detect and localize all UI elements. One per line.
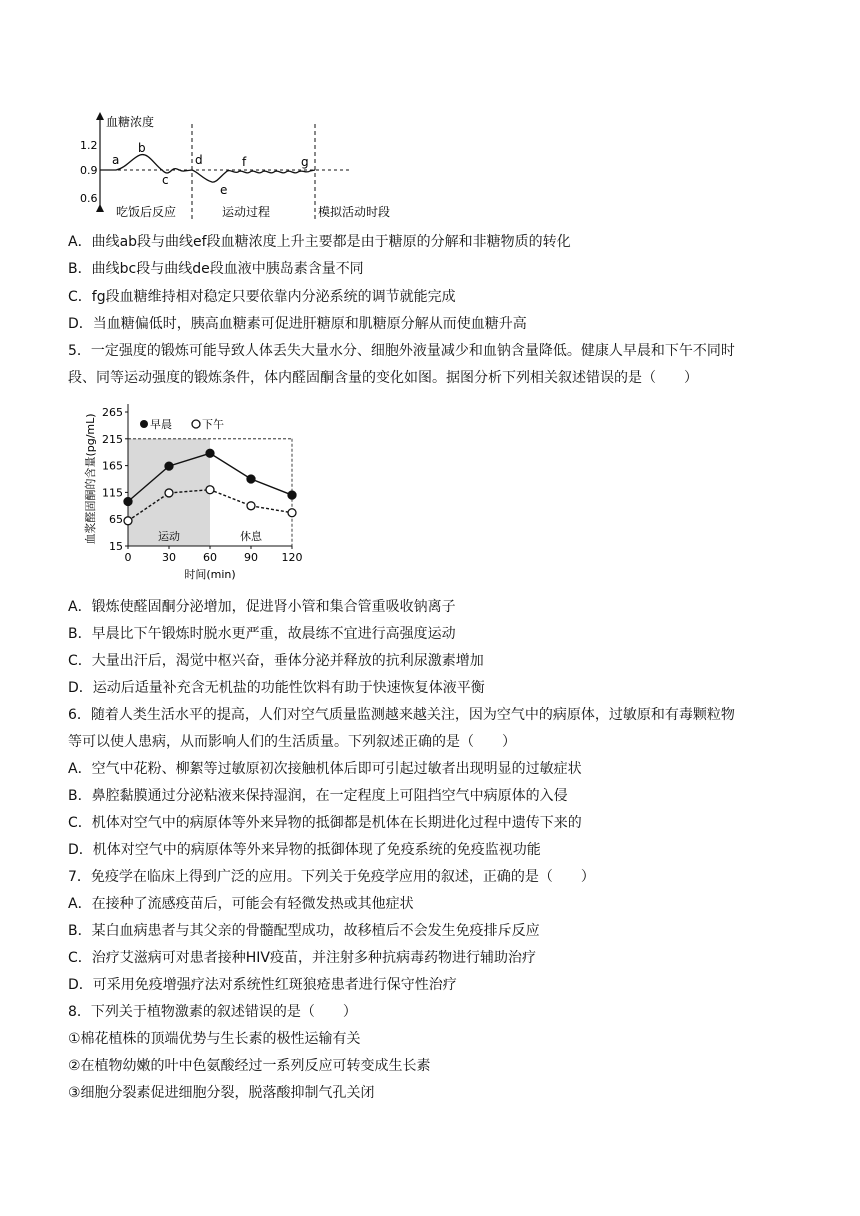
point-label-e: e (220, 183, 228, 197)
segment-label: 运动过程 (222, 205, 271, 219)
point-label-c: c (162, 173, 169, 187)
legend-marker-afternoon (192, 420, 200, 428)
data-point-morning (247, 475, 255, 483)
data-point-morning (288, 491, 296, 499)
x-tick-label: 120 (281, 551, 303, 564)
point-label-b: b (138, 141, 146, 155)
region-label-rest: 休息 (240, 530, 262, 543)
q4-option-b: B．曲线bc段与曲线de段血液中胰岛素含量不同 (68, 261, 364, 277)
q5-stem-line1: 5．一定强度的锻炼可能导致人体丢失大量水分、细胞外液量减少和血钠含量降低。健康人早晨和下午不同时 (68, 343, 735, 359)
data-point-afternoon (206, 486, 214, 494)
q7-option-a: A．在接种了流感疫苗后，可能会有轻微发热或其他症状 (68, 896, 414, 912)
segment-label: 模拟活动时段 (318, 205, 391, 219)
q7-option-b: B．某白血病患者与其父亲的骨髓配型成功，故移植后不会发生免疫排斥反应 (68, 923, 540, 939)
data-point-afternoon (247, 502, 255, 510)
aldosterone-chart (80, 394, 310, 586)
y-tick-label: 0.9 (80, 164, 98, 177)
region-label-exercise: 运动 (158, 530, 180, 543)
legend-label-afternoon: 下午 (202, 418, 224, 431)
y-tick-label: 215 (102, 432, 123, 446)
legend-label-morning: 早晨 (150, 418, 172, 431)
q7-option-c: C．治疗艾滋病可对患者接种HIV疫苗，并注射多种抗病毒药物进行辅助治疗 (68, 950, 537, 966)
glucose-curve (100, 155, 315, 183)
q5-option-a: A．锻炼使醛固酮分泌增加，促进肾小管和集合管重吸收钠离子 (68, 599, 456, 615)
y-axis-label: 血浆醛固酮的含量(pg/mL) (84, 413, 97, 545)
data-point-morning (165, 462, 173, 470)
x-tick-label: 90 (244, 551, 258, 564)
q6-option-b: B．鼻腔黏膜通过分泌粘液来保持湿润，在一定程度上可阻挡空气中病原体的入侵 (68, 788, 568, 804)
data-point-morning (206, 449, 214, 457)
x-tick-label: 60 (203, 551, 217, 564)
point-label-g: g (301, 155, 309, 169)
q6-option-d: D．机体对空气中的病原体等外来异物的抵御体现了免疫系统的免疫监视功能 (68, 842, 541, 858)
x-tick-label: 0 (124, 551, 132, 564)
y-axis-label: 血糖浓度 (106, 115, 155, 129)
q5-option-d: D．运动后适量补充含无机盐的功能性饮料有助于快速恢复体液平衡 (68, 680, 485, 696)
q6-stem-line1: 6．随着人类生活水平的提高，人们对空气质量监测越来越关注，因为空气中的病原体，过敏原和有毒颗粒物 (68, 707, 735, 723)
segment-label: 吃饭后反应 (116, 205, 177, 219)
data-point-morning (124, 498, 132, 506)
point-label-a: a (112, 153, 120, 167)
q8-statement-3: ③细胞分裂素促进细胞分裂，脱落酸抑制气孔关闭 (68, 1085, 375, 1101)
q7-stem: 7．免疫学在临床上得到广泛的应用。下列关于免疫学应用的叙述，正确的是（ ） (68, 869, 595, 885)
y-tick-label: 165 (102, 459, 123, 473)
legend-marker-morning (140, 420, 148, 428)
y-tick-label: 1.2 (80, 139, 98, 152)
point-label-d: d (195, 153, 203, 167)
y-axis-arrow (96, 112, 104, 120)
q8-statement-2: ②在植物幼嫩的叶中色氨酸经过一系列反应可转变成生长素 (68, 1058, 431, 1074)
y-tick-label: 265 (102, 406, 123, 419)
data-point-afternoon (124, 517, 132, 525)
q5-option-c: C．大量出汗后，渴觉中枢兴奋，垂体分泌并释放的抗利尿激素增加 (68, 653, 484, 669)
y-tick-label: 0.6 (80, 192, 98, 205)
blood-glucose-figure (80, 108, 410, 224)
q8-statement-1: ①棉花植株的顶端优势与生长素的极性运输有关 (68, 1031, 361, 1047)
data-point-afternoon (288, 509, 296, 517)
q8-stem: 8．下列关于植物激素的叙述错误的是（ ） (68, 1004, 357, 1020)
x-tick-label: 30 (162, 551, 176, 564)
point-label-f: f (242, 155, 247, 169)
y-tick-label: 65 (109, 513, 123, 527)
q5-stem-line2: 段、同等运动强度的锻炼条件，体内醛固酮含量的变化如图。据图分析下列相关叙述错误的是（ ） (68, 370, 698, 386)
up-arrow-marker (96, 204, 104, 212)
y-tick-label: 115 (102, 486, 123, 500)
q7-option-d: D．可采用免疫增强疗法对系统性红斑狼疮患者进行保守性治疗 (68, 977, 457, 993)
x-axis-label: 时间(min) (184, 568, 236, 581)
q4-option-c: C．fg段血糖维持相对稳定只要依靠内分泌系统的调节就能完成 (68, 289, 456, 305)
q6-stem-line2: 等可以使人患病，从而影响人们的生活质量。下列叙述正确的是（ ） (68, 734, 516, 750)
data-point-afternoon (165, 489, 173, 497)
q4-option-a: A．曲线ab段与曲线ef段血糖浓度上升主要都是由于糖原的分解和非糖物质的转化 (68, 234, 571, 250)
q5-option-b: B．早晨比下午锻炼时脱水更严重，故晨练不宜进行高强度运动 (68, 626, 456, 642)
q6-option-a: A．空气中花粉、柳絮等过敏原初次接触机体后即可引起过敏者出现明显的过敏症状 (68, 761, 582, 777)
q6-option-c: C．机体对空气中的病原体等外来异物的抵御都是机体在长期进化过程中遗传下来的 (68, 815, 582, 831)
q4-option-d: D．当血糖偏低时，胰高血糖素可促进肝糖原和肌糖原分解从而使血糖升高 (68, 316, 527, 332)
y-tick-label: 15 (109, 540, 123, 553)
